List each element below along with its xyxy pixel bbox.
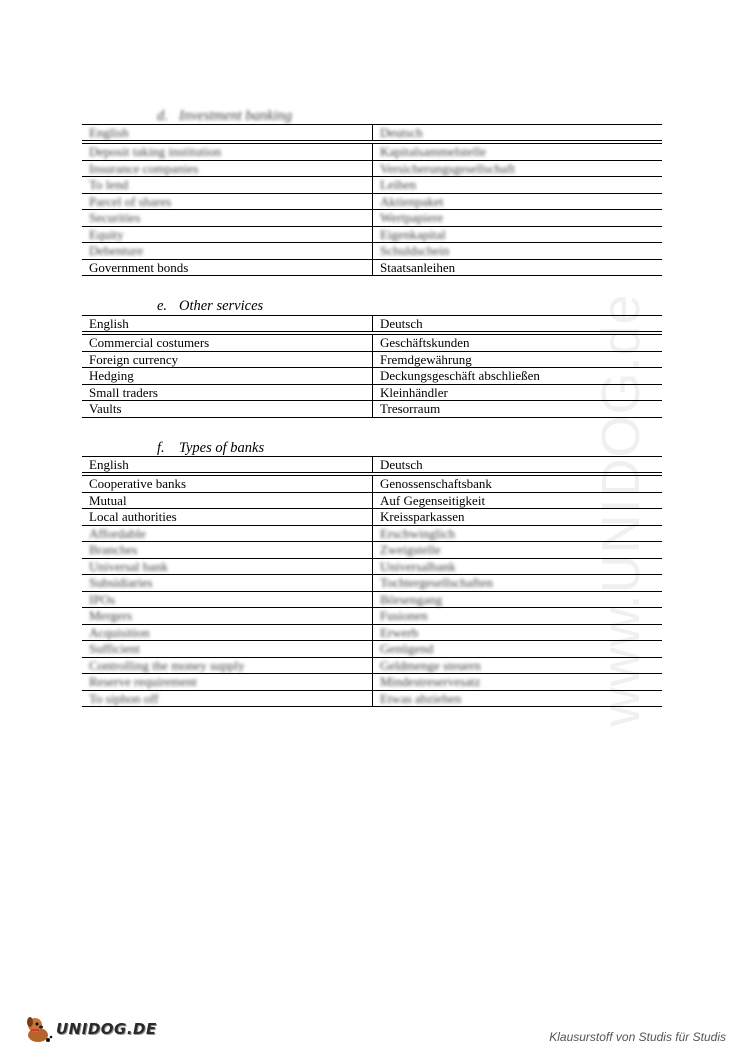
cell-english: Foreign currency (82, 351, 373, 368)
cell-deutsch: Staatsanleihen (373, 259, 663, 276)
cell-deutsch: Geldmenge steuern (373, 657, 663, 674)
table-row (82, 368, 662, 385)
header-deutsch: Deutsch (373, 457, 663, 475)
table-row (82, 351, 662, 368)
logo-text: UNIDOG.DE (56, 1020, 157, 1038)
section-title-other-services: e. Other services (157, 298, 264, 314)
table-row (82, 525, 662, 542)
cell-deutsch: Geschäftskunden (373, 333, 663, 351)
header-english: English (82, 125, 373, 143)
cell-deutsch: Genossenschaftsbank (373, 474, 663, 492)
header-english: English (82, 457, 373, 475)
table-row (82, 575, 662, 592)
cell-deutsch: Universalbank (373, 558, 663, 575)
cell-deutsch: Erwerb (373, 624, 663, 641)
vocab-table-investment-banking (82, 124, 662, 276)
section-title-types-of-banks: f. Types of banks (157, 440, 265, 456)
cell-english: Universal bank (82, 558, 373, 575)
cell-deutsch: Wertpapiere (373, 210, 663, 227)
cell-deutsch: Kapitalsammelstelle (373, 142, 663, 160)
cell-deutsch: Auf Gegenseitigkeit (373, 492, 663, 509)
cell-deutsch: Tresorraum (373, 401, 663, 418)
cell-english: Sufficient (82, 641, 373, 658)
cell-english: Subsidiaries (82, 575, 373, 592)
cell-english: Mergers (82, 608, 373, 625)
cell-english: Branches (82, 542, 373, 559)
cell-english: IPOs (82, 591, 373, 608)
cell-english: Debenture (82, 243, 373, 260)
cell-deutsch: Börsengang (373, 591, 663, 608)
table-row (82, 401, 662, 418)
cell-deutsch: Eigenkapital (373, 226, 663, 243)
table-row (82, 674, 662, 691)
cell-deutsch: Genügend (373, 641, 663, 658)
table-row (82, 160, 662, 177)
cell-english: Cooperative banks (82, 474, 373, 492)
cell-english: Commercial costumers (82, 333, 373, 351)
table-row (82, 608, 662, 625)
table-row (82, 193, 662, 210)
table-row (82, 624, 662, 641)
table-row (82, 226, 662, 243)
table-row (82, 210, 662, 227)
table-row (82, 690, 662, 707)
table-row (82, 142, 662, 160)
table-row (82, 558, 662, 575)
section-title-investment-banking: d. Investment banking (157, 108, 293, 124)
cell-deutsch: Erschwinglich (373, 525, 663, 542)
cell-english: Government bonds (82, 259, 373, 276)
table-row (82, 657, 662, 674)
cell-english: Insurance companies (82, 160, 373, 177)
vocab-table-other-services (82, 315, 662, 418)
cell-deutsch: Fusionen (373, 608, 663, 625)
cell-english: Small traders (82, 384, 373, 401)
cell-deutsch: Zweigstelle (373, 542, 663, 559)
table-header-row (82, 125, 662, 143)
table-row (82, 591, 662, 608)
cell-deutsch: Aktienpaket (373, 193, 663, 210)
cell-english: Equity (82, 226, 373, 243)
unidog-logo[interactable] (22, 1012, 157, 1046)
cell-english: Parcel of shares (82, 193, 373, 210)
cell-deutsch: Versicherungsgesellschaft (373, 160, 663, 177)
cell-deutsch: Kreissparkassen (373, 509, 663, 526)
cell-english: Hedging (82, 368, 373, 385)
cell-deutsch: Schuldschein (373, 243, 663, 260)
header-deutsch: Deutsch (373, 316, 663, 334)
cell-english: Controlling the money supply (82, 657, 373, 674)
cell-english: Vaults (82, 401, 373, 418)
table-row (82, 259, 662, 276)
cell-deutsch: Mindestreservesatz (373, 674, 663, 691)
table-row (82, 333, 662, 351)
table-row (82, 474, 662, 492)
cell-english: Local authorities (82, 509, 373, 526)
header-deutsch: Deutsch (373, 125, 663, 143)
table-row (82, 542, 662, 559)
cell-deutsch: Tochtergesellschaften (373, 575, 663, 592)
table-row (82, 243, 662, 260)
header-english: English (82, 316, 373, 334)
cell-deutsch: Kleinhändler (373, 384, 663, 401)
table-row (82, 641, 662, 658)
table-row (82, 177, 662, 194)
table-header-row (82, 316, 662, 334)
cell-english: Acquisition (82, 624, 373, 641)
cell-deutsch: Deckungsgeschäft abschließen (373, 368, 663, 385)
cell-english: To siphon off (82, 690, 373, 707)
table-row (82, 384, 662, 401)
vocab-table-types-of-banks (82, 456, 662, 707)
cell-english: Securities (82, 210, 373, 227)
cell-deutsch: Etwas abziehen (373, 690, 663, 707)
cell-english: Reserve requirement (82, 674, 373, 691)
table-header-row (82, 457, 662, 475)
cell-deutsch: Leihen (373, 177, 663, 194)
cell-english: Mutual (82, 492, 373, 509)
cell-english: Affordable (82, 525, 373, 542)
cell-english: To lend (82, 177, 373, 194)
dog-mascot-icon (22, 1013, 54, 1045)
table-row (82, 509, 662, 526)
cell-english: Deposit taking institution (82, 142, 373, 160)
table-row (82, 492, 662, 509)
footer-tagline: Klausurstoff von Studis für Studis (549, 1030, 726, 1044)
cell-deutsch: Fremdgewährung (373, 351, 663, 368)
